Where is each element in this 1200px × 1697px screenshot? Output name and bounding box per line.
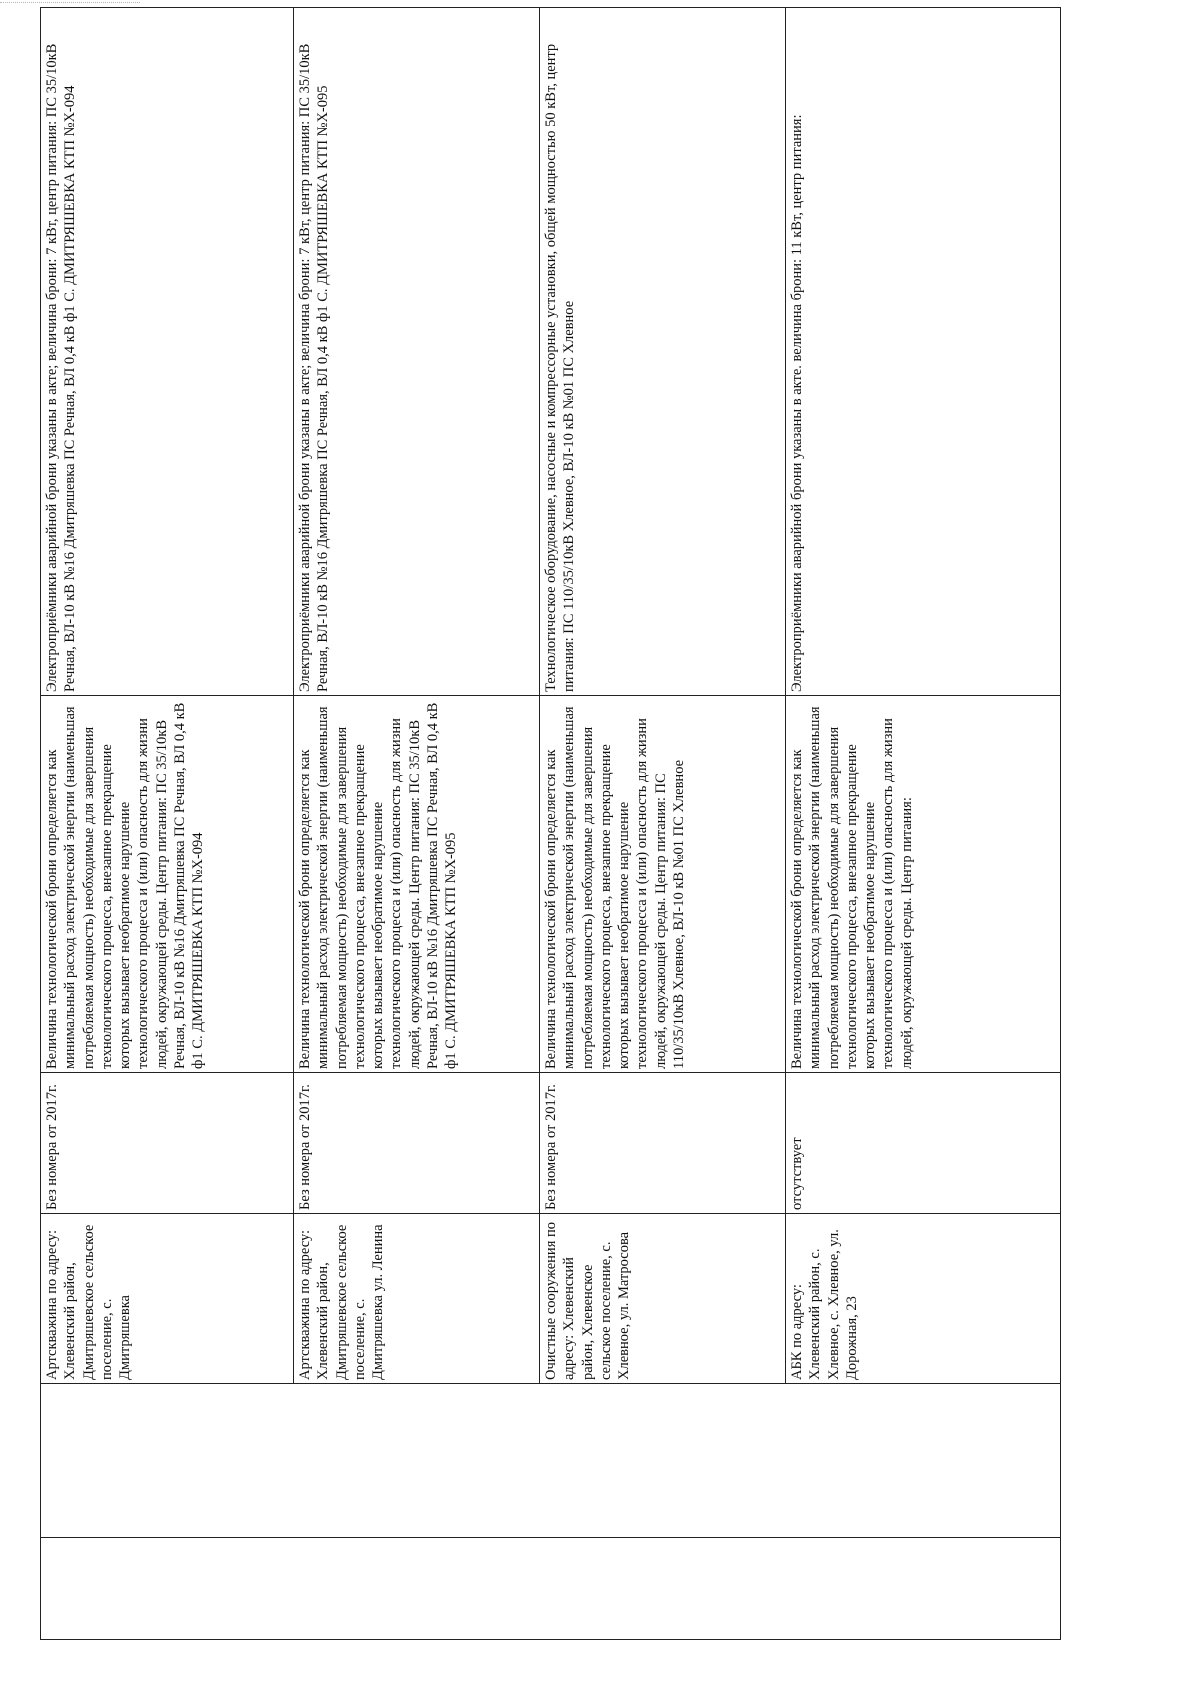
table-area [40,43,1040,1640]
empty-cell [540,1384,786,1538]
act-cell: отсутствует [786,1073,1061,1214]
empty-cell [294,1384,540,1538]
act-cell: Без номера от 2017г. [540,1073,786,1214]
tech-reserve-cell: Величина технологической брони определяется как минимальный расход электрической энергии (наименьшая потребляемая мощность) необходимые для завершения технологического процесса, внезапное прекращение которых вызывает необратимое нарушение технологического процесса и (или) опасность для жизни людей, окружающей среды. Центр питания: ПС 35/10кВ Речная, ВЛ-10 кВ №16 Дмитряшевка ПС Речная, ВЛ 0,4 кВ ф1 С. ДМИТРЯШЕВКА КТП №Х-094 [41,696,294,1073]
object-cell: Артскважина по адресу: Хлевенский район, Дмитряшевское сельское поселение, с. Дмитряшевка ул. Ленина [294,1214,540,1384]
empty-cell [786,1538,1061,1640]
object-cell: АБК по адресу: Хлевенский район, с. Хлевное, с. Хлевное, ул. Дорожная, 23 [786,1214,1061,1384]
object-cell: Очистные сооружения по адресу: Хлевенский район, Хлевенское сельское поселение, с. Хлевное, ул. Матросова [540,1214,786,1384]
act-cell: Без номера от 2017г. [294,1073,540,1214]
act-cell: Без номера от 2017г. [41,1073,294,1214]
emergency-reserve-cell: Электроприёмники аварийной брони указаны в акте; величина брони: 7 кВт, центр питания: ПС 35/10кВ Речная, ВЛ-10 кВ №16 Дмитряшевка ПС Речная, ВЛ 0,4 кВ ф1 С. ДМИТРЯШЕВКА КТП №Х-095 [294,8,540,696]
rotated-table [40,43,1040,1640]
table-row [294,8,540,1640]
table-row [41,8,294,1640]
empty-cell [786,1384,1061,1538]
reserve-table [40,7,1061,1640]
empty-cell [41,1538,294,1640]
table-row [540,8,786,1640]
tech-reserve-cell: Величина технологической брони определяется как минимальный расход электрической энергии (наименьшая потребляемая мощность) необходимые для завершения технологического процесса, внезапное прекращение которых вызывает необратимое нарушение технологического процесса и (или) опасность для жизни людей, окружающей среды. Центр питания: ПС 35/10кВ Речная, ВЛ-10 кВ №16 Дмитряшевка ПС Речная, ВЛ 0,4 кВ ф1 С. ДМИТРЯШЕВКА КТП №Х-095 [294,696,540,1073]
emergency-reserve-cell: Технологическое оборудование, насосные и компрессорные установки, общей мощностью 50 кВт, центр питания: ПС 110/35/10кВ Хлевное, ВЛ-10 кВ №01 ПС Хлевное [540,8,786,696]
empty-cell [41,1384,294,1538]
object-cell: Артскважина по адресу: Хлевенский район, Дмитряшевское сельское поселение, с. Дмитряшевка [41,1214,294,1384]
table-row [786,8,1061,1640]
empty-cell [294,1538,540,1640]
tech-reserve-cell: Величина технологической брони определяется как минимальный расход электрической энергии (наименьшая потребляемая мощность) необходимые для завершения технологического процесса, внезапное прекращение которых вызывает необратимое нарушение технологического процесса и (или) опасность для жизни людей, окружающей среды. Центр питания: [786,696,1061,1073]
empty-cell [540,1538,786,1640]
emergency-reserve-cell: Электроприёмники аварийной брони указаны в акте; величина брони: 7 кВт, центр питания: ПС 35/10кВ Речная, ВЛ-10 кВ №16 Дмитряшевка ПС Речная, ВЛ 0,4 кВ ф1 С. ДМИТРЯШЕВКА КТП №Х-094 [41,8,294,696]
tech-reserve-cell: Величина технологической брони определяется как минимальный расход электрической энергии (наименьшая потребляемая мощность) необходимые для завершения технологического процесса, внезапное прекращение которых вызывает необратимое нарушение технологического процесса и (или) опасность для жизни людей, окружающей среды. Центр питания: ПС 110/35/10кВ Хлевное, ВЛ-10 кВ №01 ПС Хлевное [540,696,786,1073]
emergency-reserve-cell: Электроприёмники аварийной брони указаны в акте. величина брони: 11 кВт, центр питания: [786,8,1061,696]
